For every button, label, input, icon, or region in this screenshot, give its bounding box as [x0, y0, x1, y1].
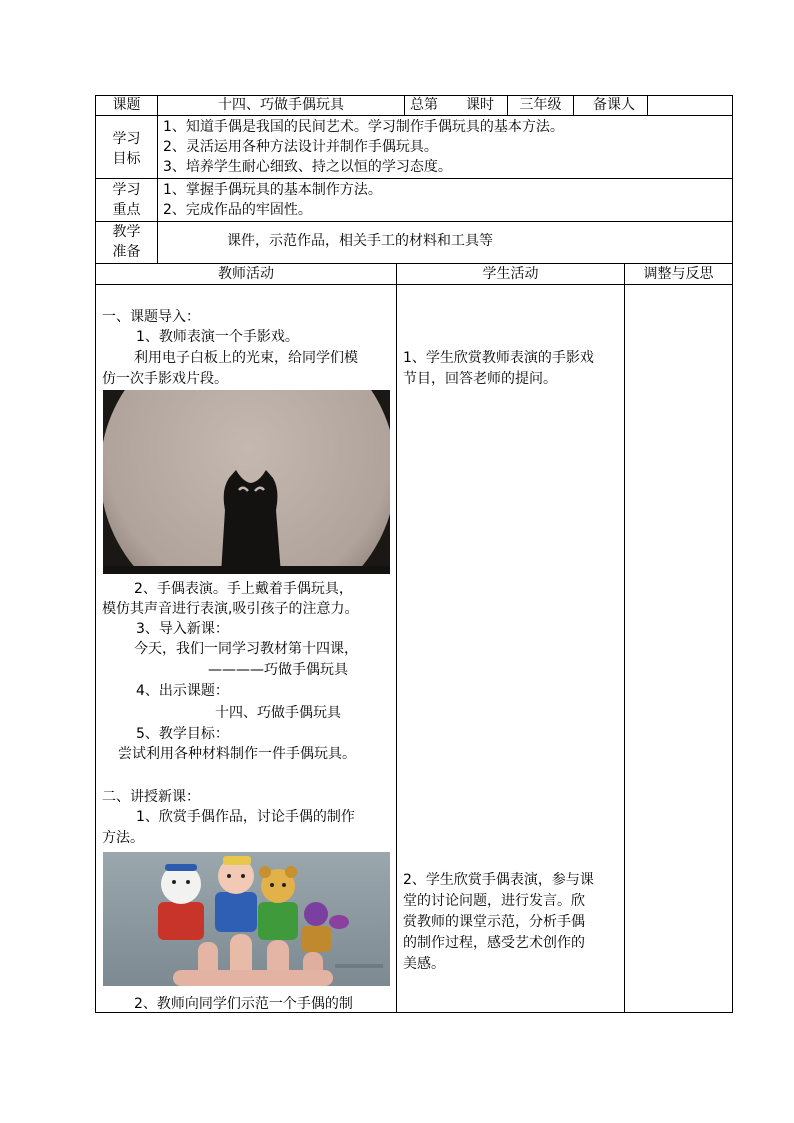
- key-point-item: 2、完成作品的牢固性。: [163, 202, 312, 218]
- student-activity-line: 的制作过程，感受艺术创作的: [403, 935, 585, 951]
- activity-line: 2、教师向同学们示范一个手偶的制: [134, 996, 353, 1012]
- preparation-label: 教学: [112, 224, 141, 240]
- objectives-label: 目标: [112, 151, 141, 167]
- preparer-label: 备课人: [593, 97, 635, 113]
- col-divider: [157, 95, 158, 264]
- objectives-label: 学习: [112, 131, 141, 147]
- objective-item: 2、灵活运用各种方法设计并制作手偶玩具。: [163, 139, 438, 155]
- section-title: 一、课题导入：: [102, 309, 200, 325]
- period-label: 课时: [466, 97, 494, 113]
- hand-shadow-photo: [103, 390, 390, 574]
- activity-line: 尝试利用各种材料制作一件手偶玩具。: [118, 746, 356, 762]
- finger-puppets-photo: [103, 852, 390, 986]
- course-title: 十四、巧做手偶玩具: [218, 97, 344, 113]
- activity-line: 1、欣赏手偶作品，讨论手偶的制作: [136, 809, 355, 825]
- student-activity-line: 2、学生欣赏手偶表演，参与课: [403, 872, 594, 888]
- activity-line: 5、教学目标：: [136, 726, 229, 742]
- col-divider: [624, 263, 625, 1013]
- student-activity-line: 节目，回答老师的提问。: [403, 371, 557, 387]
- row-divider: [95, 115, 733, 116]
- key-point-item: 1、掌握手偶玩具的基本制作方法。: [163, 182, 382, 198]
- key-points-label: 重点: [112, 202, 141, 218]
- col-divider: [647, 95, 648, 116]
- row-divider: [95, 263, 733, 264]
- student-activity-line: 美感。: [403, 956, 445, 972]
- col-divider: [404, 95, 405, 116]
- activity-line: 模仿其声音进行表演,吸引孩子的注意力。: [102, 601, 359, 617]
- student-column-header: 学生活动: [482, 266, 539, 282]
- teacher-column-header: 教师活动: [218, 266, 274, 282]
- student-activity-line: 1、学生欣赏教师表演的手影戏: [403, 350, 594, 366]
- activity-line: 今天，我们一同学习教材第十四课，: [134, 641, 358, 657]
- reflection-column-header: 调整与反思: [643, 266, 714, 282]
- activity-line: 3、导入新课：: [136, 621, 229, 637]
- activity-line: ————巧做手偶玩具: [208, 662, 348, 678]
- table-border-right: [732, 95, 733, 1013]
- row-divider: [95, 178, 733, 179]
- total-label: 总第: [410, 97, 438, 113]
- row-divider: [95, 284, 733, 285]
- objective-item: 1、知道手偶是我国的民间艺术。学习制作手偶玩具的基本方法。: [163, 119, 564, 135]
- activity-line: 1、教师表演一个手影戏。: [136, 329, 299, 345]
- grade-value: 三年级: [519, 97, 562, 113]
- key-points-label: 学习: [112, 182, 141, 198]
- activity-line: 4、出示课题：: [136, 683, 229, 699]
- row-divider: [95, 221, 733, 222]
- course-label: 课题: [112, 97, 141, 113]
- objective-item: 3、培养学生耐心细致、持之以恒的学习态度。: [163, 159, 452, 175]
- col-divider: [396, 263, 397, 1013]
- student-activity-line: 堂的讨论问题，进行发言。欣: [403, 893, 585, 909]
- preparation-label: 准备: [112, 244, 141, 260]
- preparation-text: 课件，示范作品，相关手工的材料和工具等: [227, 233, 493, 249]
- col-divider: [573, 95, 574, 116]
- activity-line: 仿一次手影戏片段。: [102, 371, 228, 387]
- student-activity-line: 赏教师的课堂示范，分析手偶: [403, 914, 585, 930]
- section-title: 二、讲授新课：: [102, 789, 200, 805]
- table-border-top: [95, 95, 733, 96]
- activity-line: 方法。: [102, 830, 144, 846]
- activity-line: 2、手偶表演。手上戴着手偶玩具，: [134, 581, 353, 597]
- activity-line: 利用电子白板上的光束，给同学们模: [134, 350, 358, 366]
- activity-line: 十四、巧做手偶玩具: [215, 705, 341, 721]
- table-border-bottom: [95, 1012, 733, 1013]
